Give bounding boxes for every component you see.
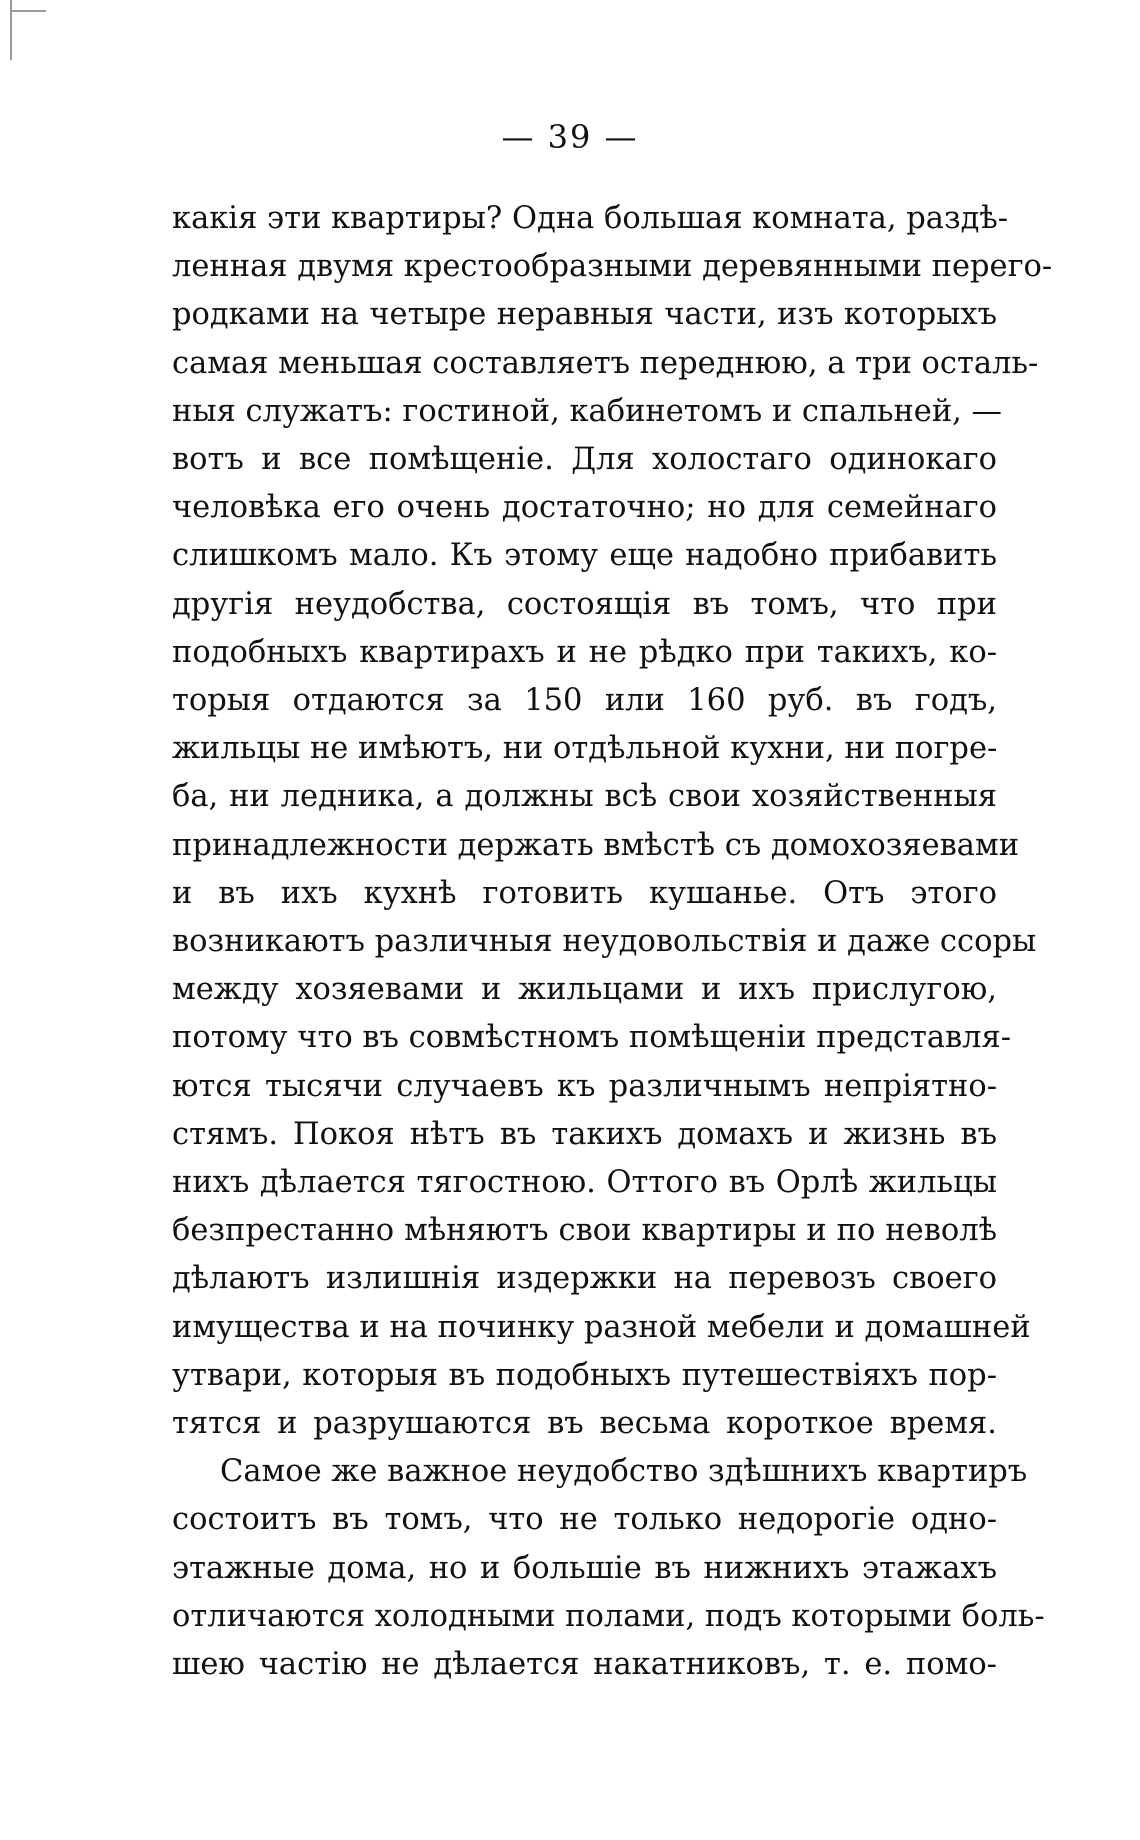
text-line: Самое же важное неудобство здѣшнихъ квартиръ: [220, 1454, 1028, 1490]
text-line: шею частію не дѣлается накатниковъ, т. е. помо-: [172, 1647, 997, 1683]
text-line: принадлежности держать вмѣстѣ съ домохозяевами: [172, 827, 1020, 863]
text-line: дѣлаютъ излишнія издержки на перевозъ своего: [172, 1261, 997, 1297]
text-line: и въ ихъ кухнѣ готовить кушанье. Отъ этого: [172, 875, 997, 911]
text-line: торыя отдаются за 150 или 160 руб. въ годъ,: [172, 683, 997, 719]
text-line: подобныхъ квартирахъ и не рѣдко при такихъ, ко-: [172, 634, 997, 670]
text-line: ленная двумя крестообразными деревянными перего-: [172, 249, 1053, 285]
text-line: какія эти квартиры? Одна большая комната, раздѣ-: [172, 201, 1009, 236]
text-line: родками на четыре неравныя части, изъ которыхъ: [172, 297, 997, 333]
scan-edge-line: [10, 0, 12, 60]
scan-edge-line-top: [10, 10, 46, 12]
text-line: ются тысячи случаевъ къ различнымъ непріятно-: [172, 1068, 997, 1104]
text-line: тятся и разрушаются въ весьма короткое время.: [172, 1406, 997, 1442]
text-line: ба, ни ледника, а должны всѣ свои хозяйственныя: [172, 779, 997, 815]
text-line: безпрестанно мѣняютъ свои квартиры и по неволѣ: [172, 1213, 997, 1249]
page-number: — 39 —: [501, 118, 639, 156]
text-line: этажные дома, но и большіе въ нижнихъ этажахъ: [172, 1550, 997, 1586]
text-line: вотъ и все помѣщеніе. Для холостаго одинокаго: [172, 442, 997, 478]
text-line: отличаются холодными полами, подъ которыми боль-: [172, 1598, 1045, 1634]
text-line: ныя служатъ: гостиной, кабинетомъ и спальней, —: [172, 393, 1003, 429]
text-line: человѣка его очень достаточно; но для семейнаго: [172, 490, 997, 526]
text-line: стямъ. Покоя нѣтъ въ такихъ домахъ и жизнь въ: [172, 1116, 997, 1152]
text-line: имущества и на починку разной мебели и домашней: [172, 1309, 1031, 1345]
text-line: возникаютъ различныя неудовольствія и даже ссоры: [172, 924, 1037, 960]
text-line: потому что въ совмѣстномъ помѣщеніи представля-: [172, 1020, 1012, 1056]
text-line: нихъ дѣлается тягостною. Оттого въ Орлѣ жильцы: [172, 1165, 997, 1201]
text-line: другія неудобства, состоящія въ томъ, что при: [172, 586, 997, 622]
text-line: слишкомъ мало. Къ этому еще надобно прибавить: [172, 538, 997, 574]
text-line: между хозяевами и жильцами и ихъ прислугою,: [172, 972, 997, 1008]
text-line: жильцы не имѣютъ, ни отдѣльной кухни, ни погре-: [172, 731, 998, 767]
text-line: утвари, которыя въ подобныхъ путешествіяхъ пор-: [172, 1357, 997, 1393]
body-text: [172, 195, 1053, 1689]
text-line: состоитъ въ томъ, что не только недорогіе одно-: [172, 1502, 997, 1538]
text-line: самая меньшая составляетъ переднюю, а три осталь-: [172, 345, 1039, 381]
